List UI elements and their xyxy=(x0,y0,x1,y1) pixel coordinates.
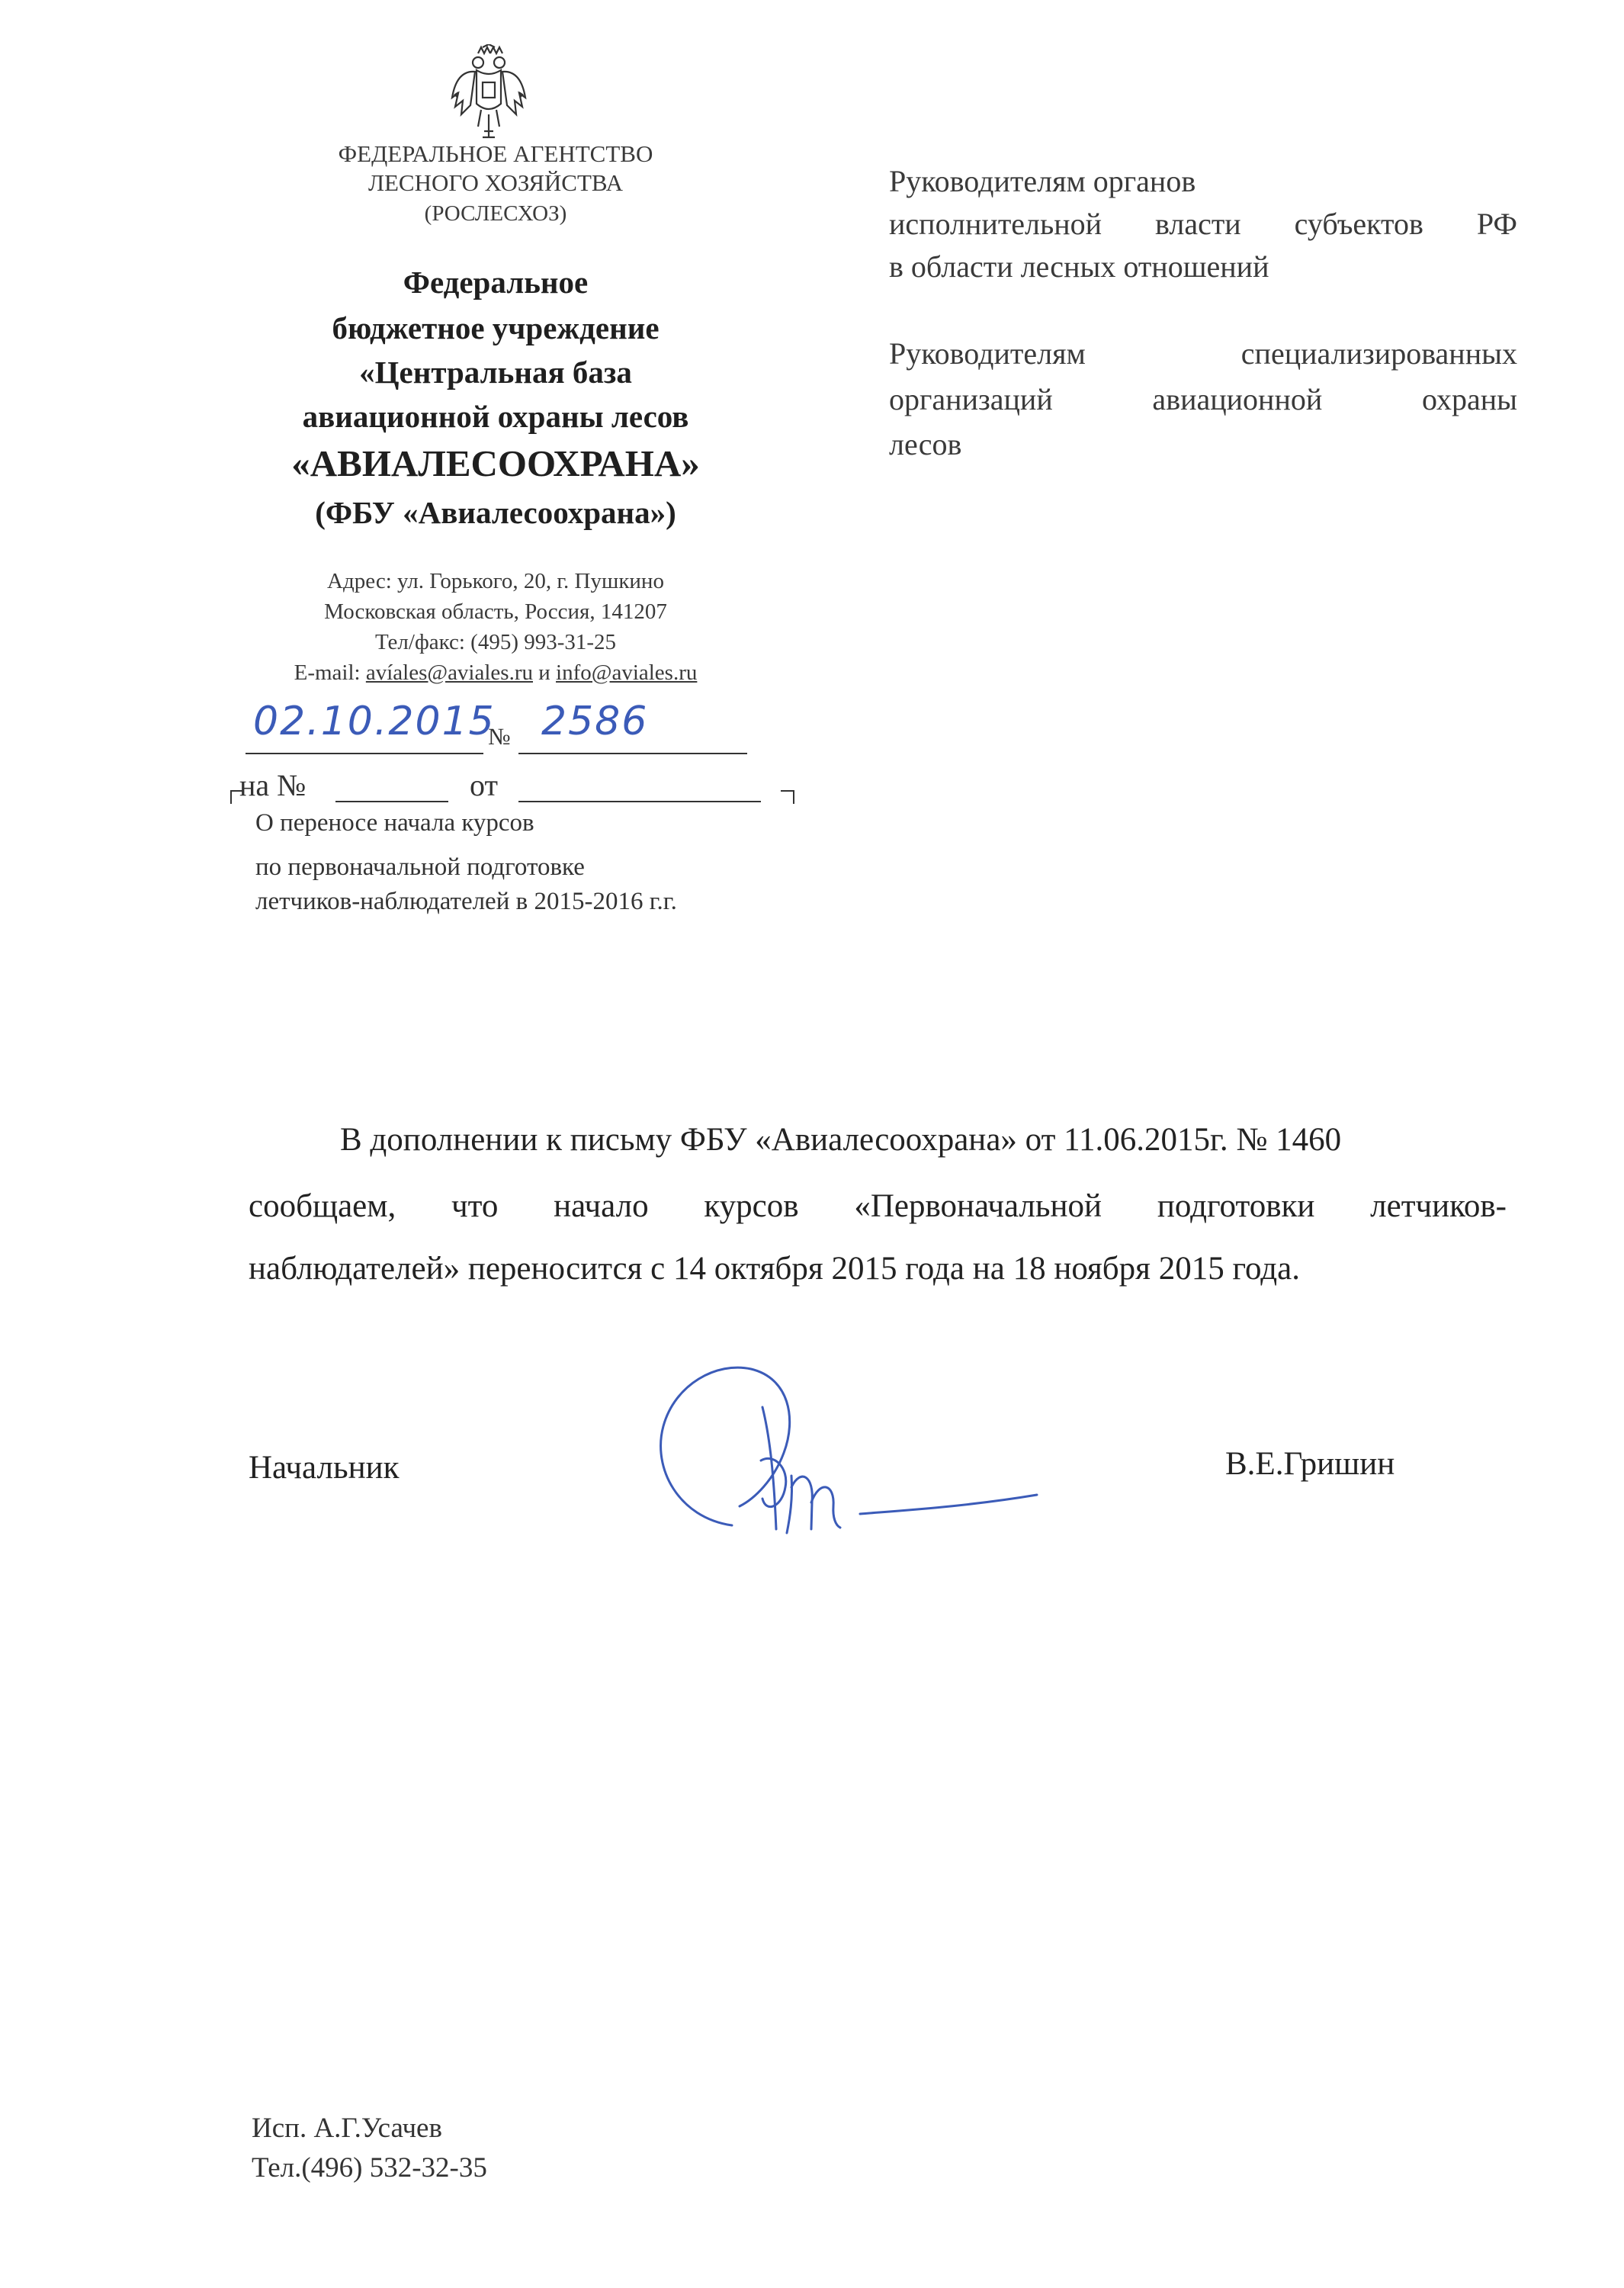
letter-number: 2586 xyxy=(541,699,649,744)
org-name-line3: «Центральная база xyxy=(359,355,632,390)
address-email xyxy=(229,662,762,684)
addressee1-line1: Руководителям органов xyxy=(889,164,1196,198)
address-phone: Тел/факс: (495) 993-31-25 xyxy=(374,630,617,654)
body-line3: наблюдателей» переносится с 14 октября 2015 года на 18 ноября 2015 года. xyxy=(249,1251,1301,1287)
email-joiner: и xyxy=(533,660,557,685)
agency-name-line1: ФЕДЕРАЛЬНОЕ АГЕНТСТВО xyxy=(338,140,653,167)
reply-from-label: от xyxy=(470,768,498,802)
subject-line3: летчиков-наблюдателей в 2015-2016 г.г. xyxy=(255,888,677,915)
russian-coat-of-arms-icon xyxy=(448,44,530,142)
email-prefix: E-mail: xyxy=(294,660,366,685)
signatory-role: Начальник xyxy=(249,1450,400,1486)
address-line1: Адрес: ул. Горького, 20, г. Пушкино xyxy=(327,569,664,593)
addressee2-line2: организаций авиационной охраны xyxy=(889,382,1517,416)
addressee2-line1: Руководителям специализированных xyxy=(889,336,1517,371)
handwritten-signature xyxy=(648,1354,1045,1563)
body-line2: сообщаем, что начало курсов «Первоначальной подготовки летчиков- xyxy=(249,1188,1507,1224)
addressee2-line3: лесов xyxy=(889,427,962,461)
org-name-line2: бюджетное учреждение xyxy=(332,310,660,345)
reply-number-blank xyxy=(335,799,448,802)
addressee1-line3: в области лесных отношений xyxy=(889,249,1269,284)
email-link-1[interactable]: avíales@aviales.ru xyxy=(365,660,533,685)
subject-corner-right xyxy=(781,790,794,804)
address-line2: Московская область, Россия, 141207 xyxy=(324,599,667,624)
addressee1-line2: исполнительной власти субъектов РФ xyxy=(889,207,1517,241)
letter-date: 02.10.2015 xyxy=(253,699,496,744)
org-name-line6: (ФБУ «Авиалесоохрана») xyxy=(315,495,676,530)
email-link-2[interactable]: info@aviales.ru xyxy=(556,660,698,685)
subject-line2: по первоначальной подготовке xyxy=(255,853,585,881)
executor-name: Исп. А.Г.Усачев xyxy=(252,2113,442,2144)
subject-line1: О переносе начала курсов xyxy=(255,809,534,837)
agency-abbreviation: (РОСЛЕСХОЗ) xyxy=(424,201,567,226)
executor-phone: Тел.(496) 532-32-35 xyxy=(252,2152,487,2184)
date-underline xyxy=(246,751,483,754)
number-underline xyxy=(518,751,747,754)
reply-number-label: на № xyxy=(239,768,307,802)
agency-name-line2: ЛЕСНОГО ХОЗЯЙСТВА xyxy=(367,169,624,196)
reply-date-blank xyxy=(518,799,761,802)
org-name-line1: Федеральное xyxy=(403,265,589,300)
number-sign: № xyxy=(488,723,511,750)
org-name-line5: «АВИАЛЕСООХРАНА» xyxy=(291,442,700,484)
signatory-name: В.Е.Гришин xyxy=(1225,1446,1395,1482)
body-line1: В дополнении к письму ФБУ «Авиалесоохрана» от 11.06.2015г. № 1460 xyxy=(340,1122,1342,1158)
org-name-line4: авиационной охраны лесов xyxy=(302,399,689,434)
